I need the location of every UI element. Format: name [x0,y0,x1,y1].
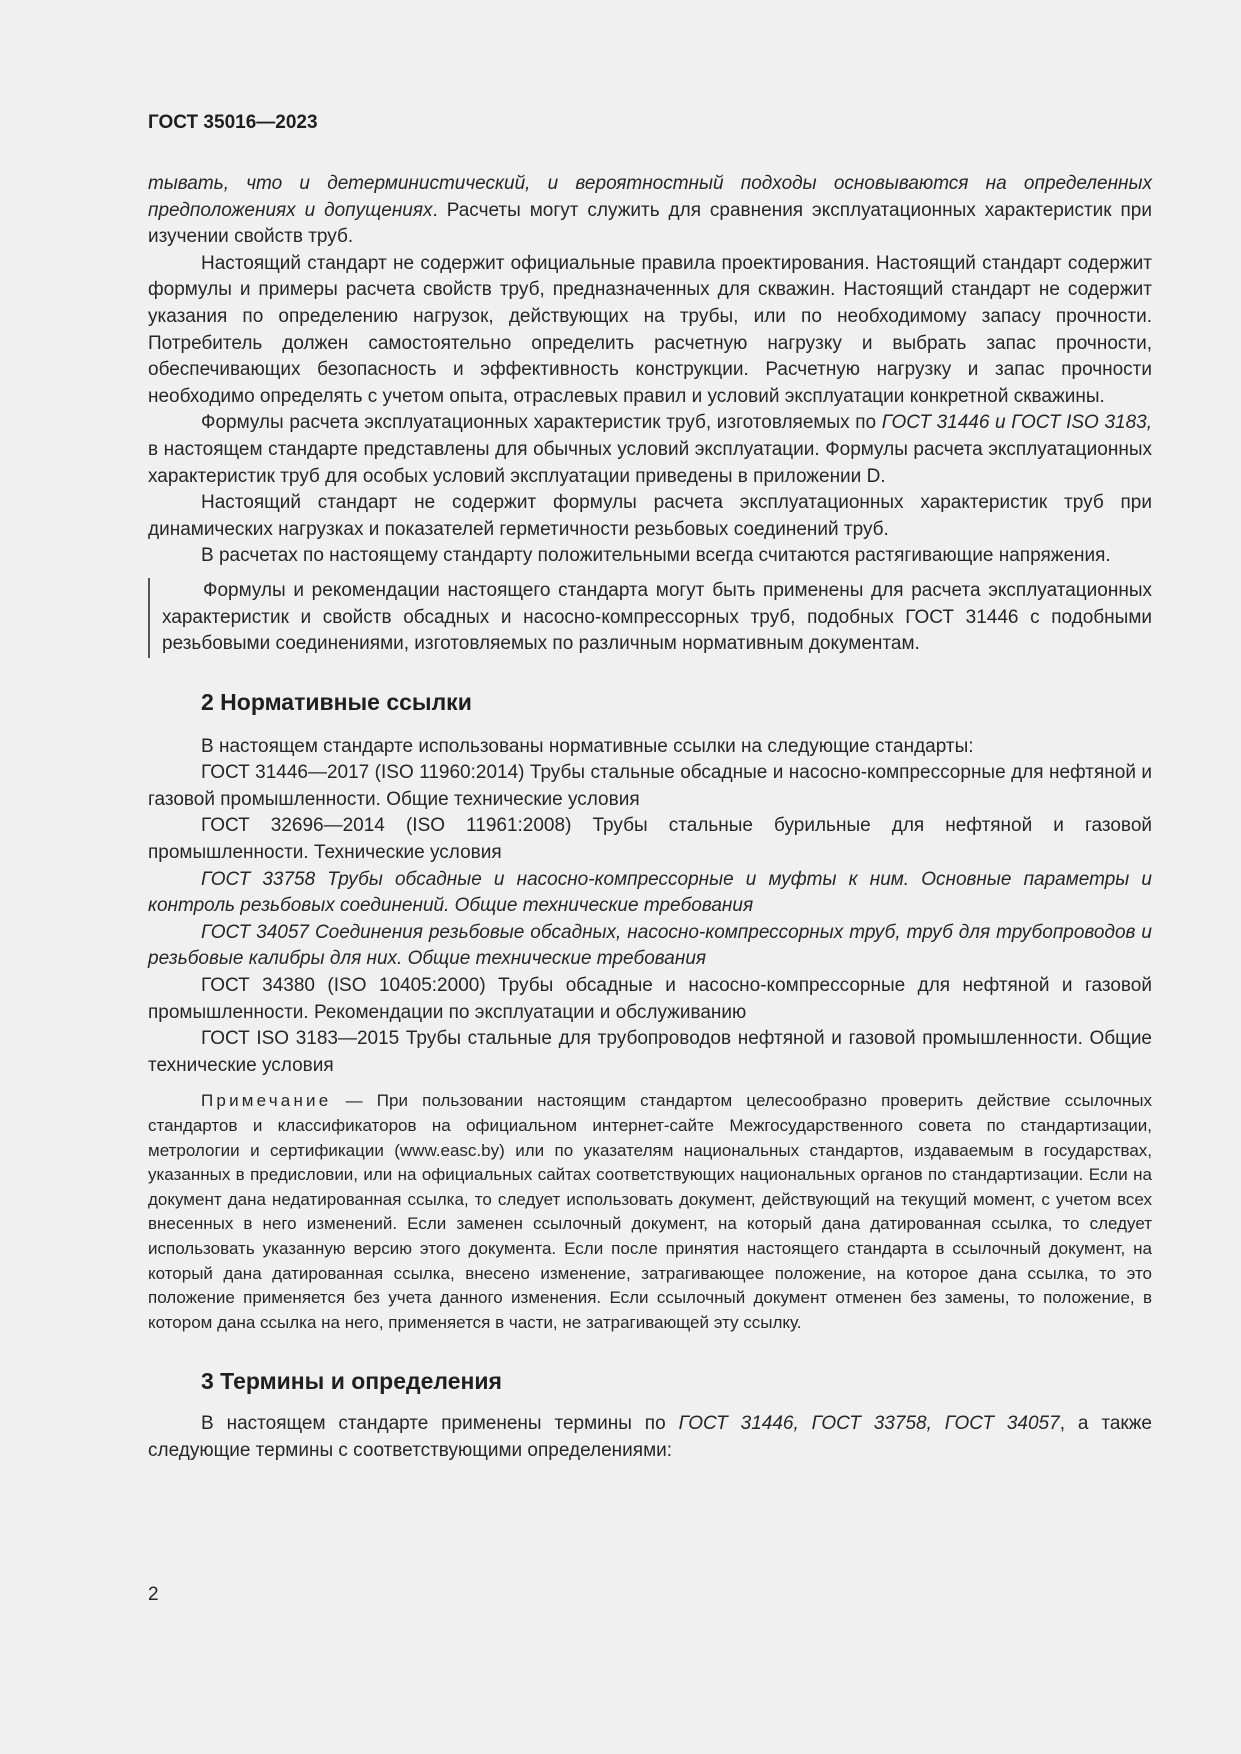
section-3-p-refs: ГОСТ 31446, ГОСТ 33758, ГОСТ 34057 [678,1413,1060,1435]
intro-paragraph-6: Формулы и рекомендации настоящего стандарта могут быть применены для расчета эксплуатационных характеристик и свойств обсадных и насосно-компрессорных труб, подобных ГОСТ 31446 с подобными резьбовыми соединениями, изготовляемых по различным нормативным документам. [162,579,1152,655]
section-3-p-a: В настоящем стандарте применены термины по [201,1413,679,1435]
ref-item: ГОСТ ISO 3183—2015 Трубы стальные для трубопроводов нефтяной и газовой промышленности. Общие технические условия [148,1028,1152,1076]
ref-item: ГОСТ 33758 Трубы обсадные и насосно-компрессорные и муфты к ним. Основные параметры и контроль резьбовых соединений. Общие технические требования [148,868,1152,917]
section-2-title: 2 Нормативные ссылки [201,688,472,715]
ref-item: ГОСТ 34380 (ISO 10405:2000) Трубы обсадные и насосно-компрессорные для нефтяной и газовой промышленности. Рекомендации по эксплуатации и обслуживанию [148,975,1152,1023]
intro-paragraph-2: Настоящий стандарт не содержит официальные правила проектирования. Настоящий стандарт содержит формулы и примеры расчета свойств труб, предназначенных для скважин. Настоящий стандарт не содержит указания по определению нагрузок, действующих на трубы, или по необходимому запасу прочности. Потребитель должен самостоятельно определить расчетную нагрузку и выбрать запас прочности, обеспечивающих безопасность и эффективность конструкции. Расчетную нагрузку и запас прочности необходимо определять с учетом опыта, отраслевых правил и условий эксплуатации конкретной скважины. [148,252,1152,407]
ref-item: ГОСТ 31446—2017 (ISO 11960:2014) Трубы стальные обсадные и насосно-компрессорные для нефтяной и газовой промышленности. Общие технические условия [148,762,1152,810]
intro-p1-italic: тывать, что и детерминистический, и вероятностный подходы основываются на определенных предположениях и допущениях [148,173,1152,221]
intro-paragraph-1 [148,171,1152,251]
intro-p3-b: в настоящем стандарте представлены для обычных условий эксплуатации. Формулы расчета эксплуатационных характеристик труб для особых условий эксплуатации приведены в приложении D. [148,438,1152,487]
intro-p3-a: Формулы расчета эксплуатационных характеристик труб, изготовляемых по [201,412,882,434]
section-3-title: 3 Термины и определения [201,1368,502,1395]
section-3-paragraph [148,1411,1152,1464]
intro-paragraph-3 [148,410,1152,490]
page-header-doc-id: ГОСТ 35016—2023 [148,112,318,133]
section-2-lead: В настоящем стандарте использованы нормативные ссылки на следующие стандарты: [201,735,974,757]
section-2-note [148,1089,1152,1335]
ref-item: ГОСТ 34057 Соединения резьбовые обсадных, насосно-компрессорных труб, труб для трубопроводов и резьбовые калибры для них. Общие технические требования [148,921,1152,970]
intro-p1-rest: . Расчеты могут служить для сравнения эксплуатационных характеристик при изучении свойств труб. [148,199,1152,248]
intro-paragraph-5: В расчетах по настоящему стандарту положительными всегда считаются растягивающие напряжения. [201,545,1111,567]
intro-paragraph-4: Настоящий стандарт не содержит формулы расчета эксплуатационных характеристик труб при динамических нагрузках и показателей герметичности резьбовых соединений труб. [148,492,1152,540]
note-label: Примечание [201,1091,332,1111]
page-body [148,171,1152,1465]
ref-item: ГОСТ 32696—2014 (ISO 11961:2008) Трубы стальные бурильные для нефтяной и газовой промышленности. Технические условия [148,815,1152,864]
change-marker-block [148,578,1152,658]
intro-p3-ref: ГОСТ 31446 и ГОСТ ISO 3183, [881,412,1152,434]
section-3-p-b: , а также следующие термины с соответствующими определениями: [148,1413,1152,1461]
note-text: — При пользовании настоящим стандартом целесообразно проверить действие ссылочных стандартов и классификаторов на официальном интернет-сайте Межгосударственного совета по стандартизации, метрологии и сертификации (www.easc.by) или по указателям национальных стандартов, издаваемым в государствах, указанных в предисловии, или на официальных сайтах соответствующих национальных органов по стандартизации. Если на документ дана недатированная ссылка, то следует использовать документ, действующий на текущий момент, с учетом всех внесенных в него изменений. Если заменен ссылочный документ, на который дана датированная ссылка, то следует использовать указанную версию этого документа. Если после принятия настоящего стандарта в ссылочный документ, на который дана датированная ссылка, внесено изменение, затрагивающее положение, на которое дана ссылка, то это положение применяется без учета данного изменения. Если ссылочный документ отменен без замены, то положение, в котором дана ссылка на него, применяется в части, не затрагивающей эту ссылку. [148,1091,1152,1332]
page-number: 2 [148,1584,159,1605]
